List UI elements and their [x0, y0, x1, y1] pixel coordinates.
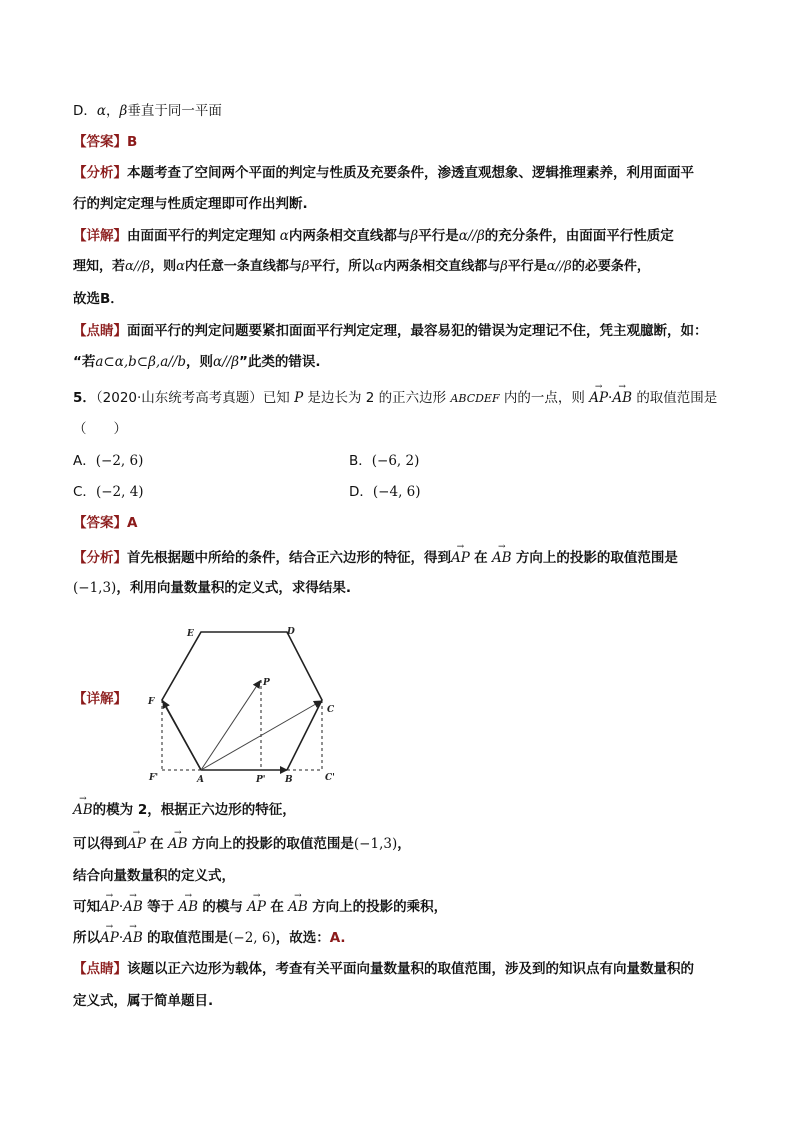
q4-analysis-line2: 行的判定定理与性质定理即可作出判断.	[73, 196, 308, 212]
q5-option-b[interactable]: B．(−6, 2)	[349, 453, 420, 469]
label-p-prime: P'	[256, 775, 266, 784]
q5-comment-line2: 定义式，属于简单题目.	[73, 993, 214, 1009]
q5-detail-line1: → AB的模为 2，根据正六边形的特征，	[73, 800, 296, 820]
label-p: P	[263, 678, 270, 688]
q5-detail-line3: 结合向量数量积的定义式，	[73, 868, 235, 884]
label-e: E	[187, 629, 194, 639]
q4-detail-line3: 故选B．	[73, 291, 124, 307]
q4-option-d: D．α，β垂直于同一平面	[73, 103, 222, 119]
vector-af	[163, 701, 201, 770]
q4-detail-line1: 【详解】由面面平行的判定定理知 α内两条相交直线都与β平行是α//β的充分条件，由面面平行性质定	[73, 228, 674, 244]
label-c: C	[327, 705, 335, 715]
q5-option-d[interactable]: D．(−4, 6)	[349, 484, 421, 500]
hexagon-figure	[145, 622, 345, 784]
q5-detail-line2: 可以得到→ AP 在 → AB 方向上的投影的取值范围是(−1,3)，	[73, 834, 411, 854]
q5-detail-line4: 可知→ AP·→ AB 等于 → AB 的模与 → AP 在 → AB 方向上的投影的乘积，	[73, 897, 447, 917]
q5-analysis-line2: (−1,3)，利用向量数量积的定义式，求得结果.	[73, 580, 351, 596]
q5-answer: 【答案】A	[73, 515, 138, 531]
q4-answer: 【答案】B	[73, 134, 138, 150]
label-a: A	[197, 775, 204, 784]
q5-comment-line1: 【点睛】该题以正六边形为载体，考查有关平面向量数量积的取值范围，涉及到的知识点有向量数量积的	[73, 961, 694, 977]
q5-stem: 5．（2020·山东统考高考真题）已知 P 是边长为 2 的正六边形 ABCDEF 内的一点，则 → AP·→ AB 的取值范围是	[73, 388, 717, 409]
q4-analysis-line1: 【分析】本题考查了空间两个平面的判定与性质及充要条件，渗透直观想象、逻辑推理素养，利用面面平	[73, 165, 694, 181]
q5-option-a[interactable]: A．(−2, 6)	[73, 453, 144, 469]
q4-detail-line2: 理知，若α//β，则α内任意一条直线都与β平行，所以α内两条相交直线都与β平行是α//β的必要条件，	[73, 259, 650, 274]
q4-comment-line2: “若a⊂α,b⊂β,a//b，则α//β”此类的错误.	[73, 354, 321, 370]
label-b: B	[285, 775, 293, 784]
q5-analysis-line1: 【分析】首先根据题中所给的条件，结合正六边形的特征，得到→ AP 在 → AB 方向上的投影的取值范围是	[73, 548, 678, 568]
label-f: F	[148, 697, 155, 707]
q5-paren: （ ）	[73, 421, 127, 437]
label-f-prime: F'	[149, 773, 159, 783]
hexagon-outline	[162, 632, 322, 770]
q5-option-c[interactable]: C．(−2, 4)	[73, 484, 144, 500]
vector-ap	[201, 681, 260, 770]
label-c-prime: C'	[325, 773, 335, 783]
q5-detail-line5: 所以→ AP·→ AB 的取值范围是(−2, 6)，故选：A.	[73, 928, 346, 948]
q5-detail-label: 【详解】	[73, 691, 127, 707]
q4-comment-line1: 【点睛】面面平行的判定问题要紧扣面面平行判定定理，最容易犯的错误为定理记不住，凭主观臆断，如：	[73, 323, 708, 339]
label-d: D	[287, 627, 295, 637]
